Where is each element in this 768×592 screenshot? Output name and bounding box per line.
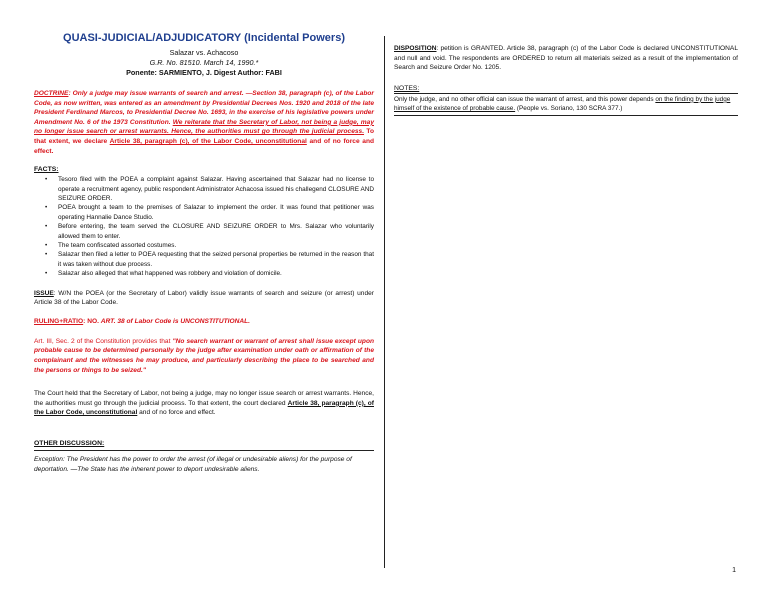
other-discussion-divider [34, 450, 374, 451]
fact-text: The team confiscated assorted costumes. [58, 242, 177, 249]
doctrine-text-3: We reiterate that the Secretary of Labor, not being a judge, may no longer issue search or arrest warrants. Hence, the authorities must go through the judicial process. [34, 118, 374, 136]
notes-label: NOTES: [394, 84, 420, 92]
fact-item [34, 203, 374, 222]
disposition-paragraph [394, 44, 738, 73]
court-text-3: and of no force and effect. [137, 409, 216, 417]
gr-number: G.R. No. 81510. March 14, 1990.* [149, 58, 259, 67]
doctrine-text-2: —Section 38, paragraph (c), of the Labor Code, as now written, was entered as an amendment by Presidential Decrees Nos. 1920 and 2018 of the late President Ferdinand Marcos, to Presidential Decree No. 1693, in the exercise of his legislative powers under Amendment No. 6 of the 1973 Constitution. [34, 90, 374, 126]
notes-text-3: (People vs. Soriano, 130 SCRA 377.) [515, 104, 623, 112]
fact-item [34, 175, 374, 203]
constitution-quote: "No search warrant or warrant of arrest shall issue except upon probable cause to be determined personally by the judge after examination under oath or affirmation of the complainant and the witnesses he may produce, and particularly describing the place to be searched and the persons or things to be seized." [34, 337, 375, 374]
fact-text: Salazar then filed a letter to POEA requesting that the seized personal properties be returned in the reason that it was taken without due process. [58, 251, 374, 268]
doctrine-text-5: Article 38, paragraph (c), of the Labor Code, unconstitutional [109, 137, 307, 145]
constitution-paragraph [34, 337, 374, 375]
doctrine-text-6: and of no force and effect. [34, 137, 374, 155]
fact-text: Tesoro filed with the POEA a complaint against Salazar. Having ascertained that Salazar had no license to operate a recruitment agency, public respondent Administrator Achacosa issued his challegend CLOSURE AND SEIZURE ORDER. [58, 176, 374, 202]
notes-divider-bottom [394, 115, 738, 116]
fact-text: Before entering, the team served the CLOSURE AND SEIZURE ORDER to Mrs. Salazar who voluntarily allowed them to enter. [58, 223, 374, 240]
ruling-paragraph [34, 318, 374, 325]
doctrine-paragraph [34, 89, 374, 156]
court-text-1: The Court held that the Secretary of Labor, not being a judge, may no longer issue search or arrest warrants. Hence, the authorities must go through the judicial process. To that extent, the court declared [34, 390, 374, 407]
facts-label: FACTS: [34, 166, 59, 174]
page-title [34, 32, 374, 44]
fact-text: Salazar also alleged that what happened was robbery and violation of domicile. [58, 270, 282, 278]
right-column [394, 44, 738, 116]
court-text-2: Article 38, paragraph (c), of the Labor Code, unconstitutional [34, 399, 374, 417]
bullet-icon: • [45, 176, 48, 184]
bullet-icon: • [45, 270, 48, 278]
ruling-colon: : [83, 317, 88, 325]
doctrine-label: DOCTRINE [34, 90, 69, 97]
bullet-icon: • [45, 223, 48, 231]
notes-text-1: Only the judge, and no other official can issue the warrant of arrest, and this power depends [394, 95, 656, 103]
ruling-text: ART. 38 of Labor Code is UNCONSTITUTIONAL. [100, 317, 250, 325]
title-sub: (Incidental Powers) [244, 32, 345, 44]
disposition-label: DISPOSITION [394, 45, 437, 52]
constitution-lead: Art. III, Sec. 2 of the Constitution provides that [34, 337, 173, 345]
case-name: Salazar vs. Achacoso [169, 48, 239, 57]
other-discussion-label: OTHER DISCUSSION: [34, 439, 105, 447]
fact-item [34, 250, 374, 269]
doctrine-text-4: To that extent, we declare [34, 128, 374, 145]
page-number: 1 [732, 567, 736, 574]
title-main: QUASI-JUDICIAL/ADJUDICATORY [63, 32, 245, 44]
disposition-text: : petition is GRANTED. Article 38, paragraph (c) of the Labor Code is declared UNCONSTITUTIONAL and null and void. The respondents are ORDERED to return all materials seized as a result of the implementation of Search and Seizure Order No. 1205. [394, 45, 738, 72]
ponente-line: Ponente: SARMIENTO, J. Digest Author: FABI [126, 68, 282, 77]
issue-paragraph [34, 289, 374, 308]
facts-list [34, 175, 374, 278]
fact-item [34, 222, 374, 241]
issue-text: : W/N the POEA (or the Secretary of Labor) validly issue warrants of search and seizure (or arrest) under Article 38 of the Labor Code. [34, 289, 374, 307]
notes-text-2: on the finding by the judge himself of the existence of probable cause. [394, 95, 731, 112]
ruling-answer: NO. [87, 317, 101, 325]
bullet-icon: • [45, 204, 48, 212]
issue-label: ISSUE [34, 289, 54, 297]
exception-paragraph: Exception: The President has the power to order the arrest (of illegal or undesirable aliens) for the purpose of deportation. —The State has the inherent power to deport undesirable aliens. [34, 455, 352, 473]
doctrine-text-1: : Only a judge may issue warrants of search and arrest. [68, 90, 244, 97]
fact-item [34, 269, 374, 278]
fact-item [34, 241, 374, 250]
column-divider [384, 36, 385, 568]
bullet-icon: • [45, 251, 48, 259]
ruling-label: RULING+RATIO [34, 317, 84, 325]
notes-paragraph [394, 95, 738, 113]
court-held-paragraph [34, 389, 374, 418]
notes-divider-top [394, 93, 738, 94]
bullet-icon: • [45, 242, 48, 249]
left-column [34, 32, 374, 474]
fact-text: POEA brought a team to the premises of Salazar to implement the order. It was found that petitioner was operating Hannalie Dance Studio. [58, 204, 374, 221]
